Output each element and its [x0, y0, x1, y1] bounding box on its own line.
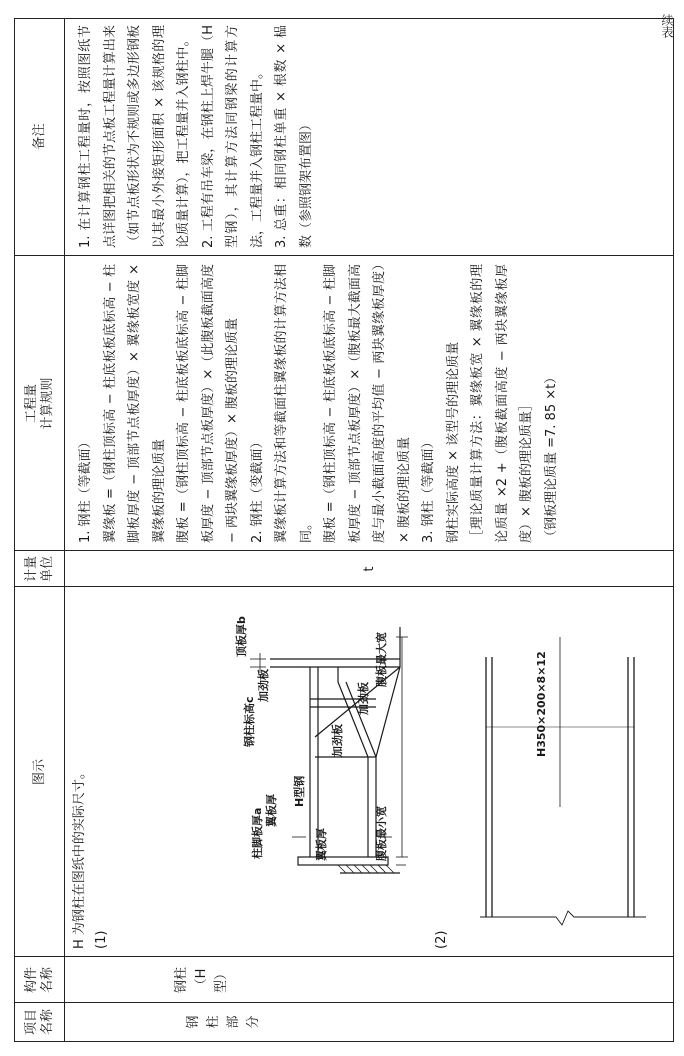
- header-figure: [15, 587, 64, 957]
- unit-value: t: [362, 566, 377, 572]
- component-name-line: （H: [194, 968, 209, 992]
- quantity-rules-table: [14, 18, 674, 1042]
- figure2-number: (2): [434, 930, 449, 949]
- header-text: 备注: [31, 123, 47, 150]
- header-text: 项目: [23, 1009, 39, 1036]
- header-rule: [15, 256, 64, 551]
- rule-line: 3. 钢柱（等截面）: [421, 435, 436, 543]
- unit-cell: [64, 551, 675, 587]
- item-name-cell: [64, 1003, 675, 1041]
- figure-intro: H 为钢柱在图纸中的实际尺寸。: [72, 766, 87, 949]
- fig1-label-column-top: 钢柱标高c: [243, 696, 256, 747]
- rule-line: 腹板 =（钢柱顶标高 − 柱底板板底标高 − 柱脚板厚度 − 顶部节点板厚度）×（此腹板截面高度 − 两块翼缘板厚度）× 腹板的理论质量: [176, 264, 240, 543]
- continued-label: 续表: [660, 14, 674, 38]
- fig1-label-stiffener-left: 加劲板: [357, 682, 370, 715]
- fig2-label-section: H350×200×8×12: [535, 651, 548, 757]
- header-notes: [15, 17, 64, 256]
- fig1-label-base-plate-thick: 柱脚板厚a: [251, 807, 264, 859]
- fig1-label-web-min-width: 腹板最小宽: [375, 806, 388, 861]
- fig1-ground-hatch: [338, 865, 394, 873]
- rule-line: （钢板理论质量 =7. 85 ×t）: [543, 370, 559, 543]
- header-text: 名称: [39, 1009, 55, 1036]
- header-item-name: [15, 1003, 64, 1041]
- note-line: 1. 在计算钢柱工程量时，按照图纸节点详图把相关的节点板工程量计算出来（如节点板形状为不规则或多边形钢板以其最小外接矩形面积 × 该规格的理论质量计算），把工程量并入钢柱中。: [78, 25, 191, 248]
- fig1-label-h-steel: H型钢: [293, 775, 306, 807]
- fig1-label-top-plate-thick: 顶板厚b: [235, 616, 248, 657]
- header-component-name: [15, 957, 64, 1003]
- item-name-char: 柱: [206, 1015, 221, 1029]
- fig2-break-line: [480, 911, 646, 925]
- figure1-number: (1): [94, 930, 109, 949]
- item-name-char: 钢: [186, 1015, 201, 1029]
- component-name-line: 型）: [214, 967, 229, 994]
- rule-line: 1. 钢柱（等截面）: [78, 435, 93, 543]
- fig1-label-flange-thick-right: 翼板厚: [265, 794, 278, 827]
- fig1-label-web-max-width: 腹板最大宽: [375, 632, 388, 687]
- figure1-column-diagram: [110, 587, 410, 957]
- rules-cell: [64, 256, 675, 551]
- rule-line: 腹板 =（钢柱顶标高 − 柱底板板底标高 − 柱脚板厚度 − 顶部节点板厚度）×（腹板最大截面高度与最小截面高度的平均值 − 两块翼缘板厚度）× 腹板的理论质量: [323, 264, 412, 543]
- header-text: 单位: [39, 556, 55, 583]
- header-text: 工程量: [23, 384, 39, 424]
- header-text: 计量: [23, 556, 39, 583]
- item-name-char: 分: [246, 1015, 261, 1029]
- header-text: 构件: [23, 967, 39, 994]
- component-name-line: 钢柱: [174, 967, 189, 994]
- rule-line: 翼缘板计算方法和等截面柱翼缘板的计算方法相同。: [274, 264, 314, 543]
- header-unit: [15, 551, 64, 587]
- fig1-label-stiffener-top: 加劲板: [257, 669, 270, 702]
- note-line: 2. 工程有吊车梁，在钢柱上焊牛腿（H 型钢），其计算方法同钢梁的计算方法，工程量并入钢柱工程量中。: [200, 25, 265, 248]
- figure2-h-section-diagram: [456, 587, 671, 957]
- fig1-label-flange-thick-left: 翼板厚: [315, 828, 328, 861]
- header-text: 图示: [31, 759, 47, 786]
- rule-line: ［理论质量计算方法：翼缘板宽 × 翼缘板的理论质量 ×2 +（腹板截面高度 − 两块翼缘板厚度）× 腹板的理论质量］: [470, 264, 534, 543]
- fig1-label-stiffener-mid: 加劲板: [331, 724, 344, 757]
- note-line: 3. 总重：相同钢柱单重 × 根数 × 榀数（参照钢架布置图）: [274, 25, 314, 248]
- component-name-cell: [64, 957, 675, 1003]
- rule-line: 2. 钢柱（变截面）: [249, 435, 265, 543]
- item-name-char: 部: [226, 1015, 241, 1029]
- figure-cell: [64, 587, 675, 957]
- rule-line: 钢柱实际高度 × 该型号的理论质量: [445, 341, 461, 543]
- header-text: 名称: [39, 967, 55, 994]
- rotated-page: [14, 18, 674, 1042]
- header-text: 计算规则: [39, 377, 55, 430]
- rule-line: 翼缘板 =（钢柱顶标高 − 柱底板板底标高 − 柱脚板厚度 − 顶部节点板厚度）× 翼缘板宽度 × 翼缘板的理论质量: [102, 264, 167, 543]
- notes-cell: [64, 17, 675, 256]
